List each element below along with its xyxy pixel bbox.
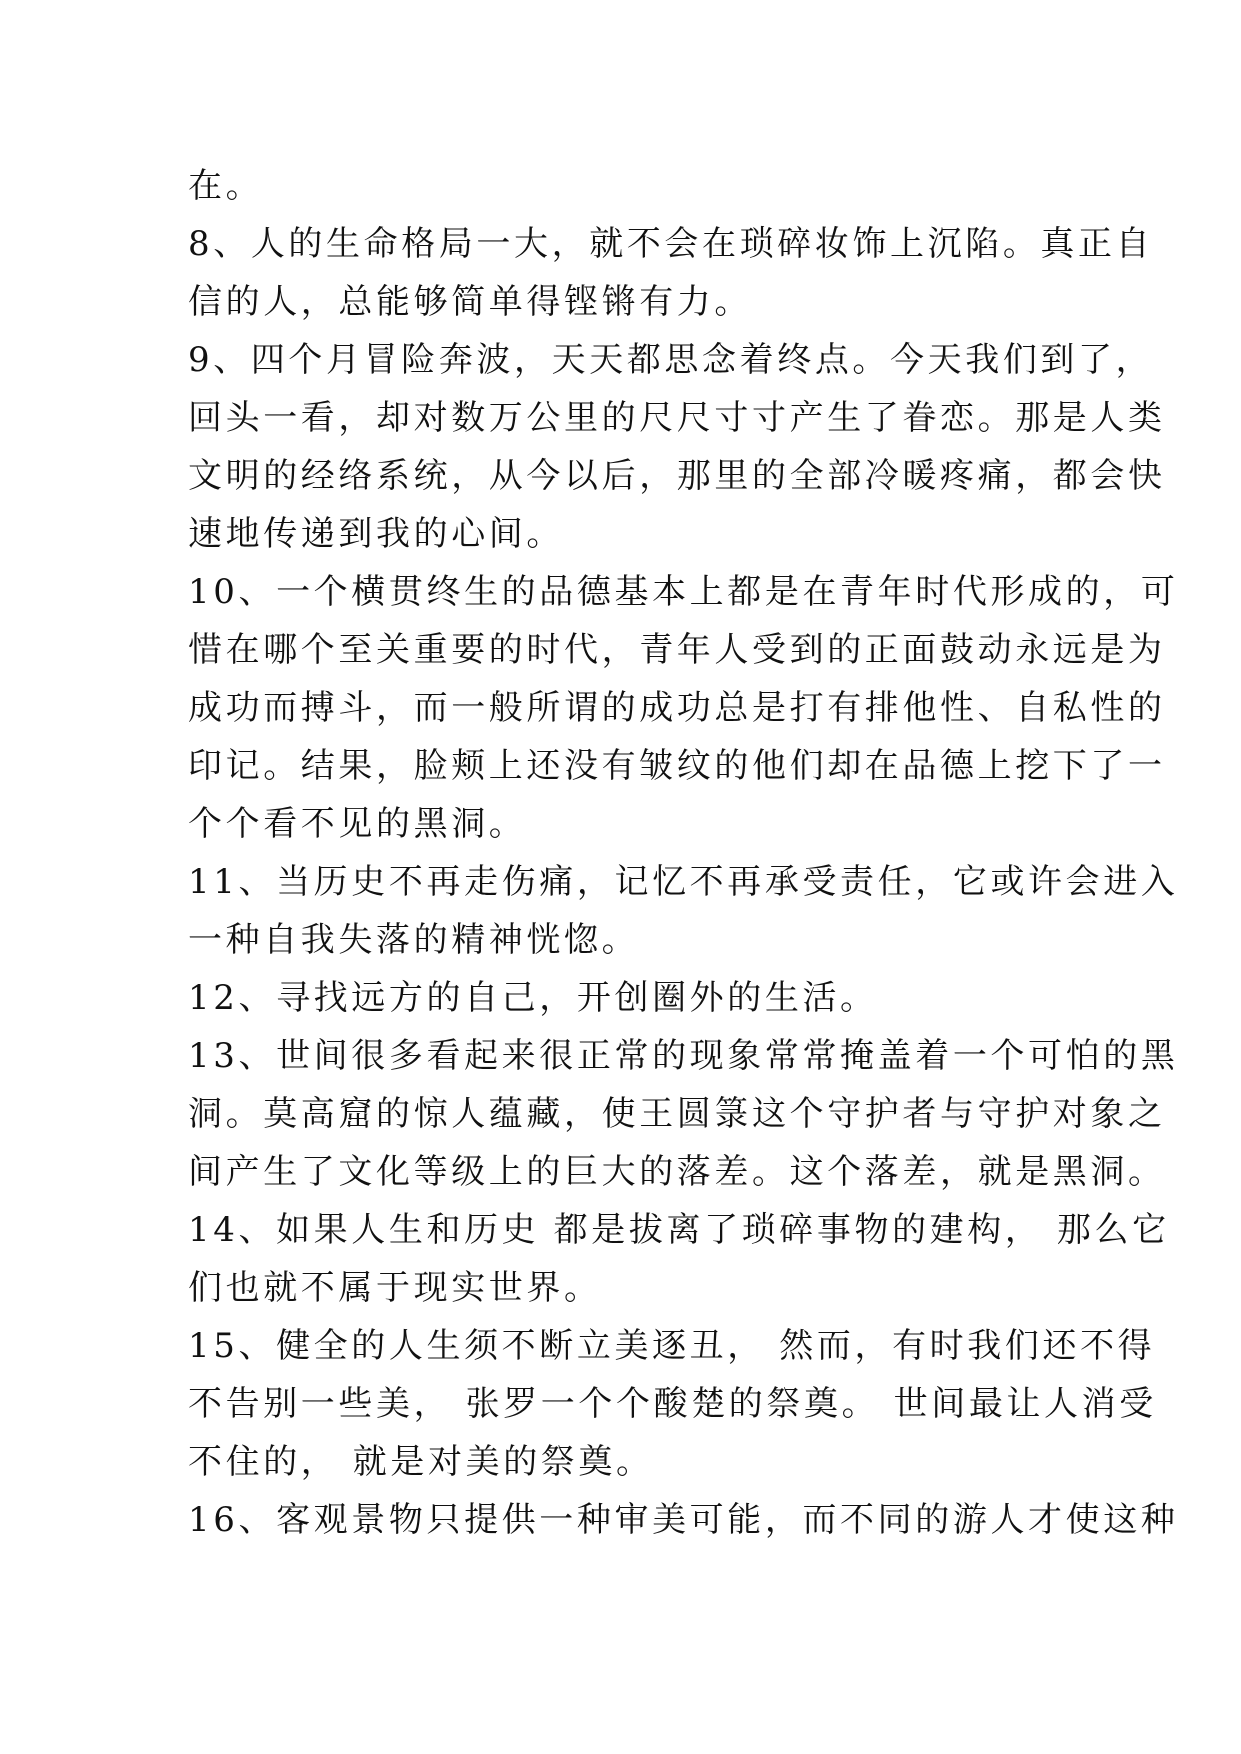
text-line: 速地传递到我的心间。 (188, 514, 564, 554)
text-line: 文明的经络系统，从今以后，那里的全部冷暖疼痛，都会快 (188, 456, 1166, 496)
text-line: 回头一看，却对数万公里的尺尺寸寸产生了眷恋。那是人类 (188, 398, 1166, 438)
text-line: 间产生了文化等级上的巨大的落差。这个落差，就是黑洞。 (188, 1152, 1166, 1192)
text-line: 9、四个月冒险奔波，天天都思念着终点。今天我们到了， (188, 340, 1154, 380)
text-line: 不住的， 就是对美的祭奠。 (188, 1442, 654, 1482)
text-line: 16、客观景物只提供一种审美可能，而不同的游人才使这种 (188, 1500, 1179, 1540)
text-line: 洞。莫高窟的惊人蕴藏，使王圆箓这个守护者与守护对象之 (188, 1094, 1166, 1134)
text-line: 15、健全的人生须不断立美逐丑， 然而，有时我们还不得 (188, 1326, 1156, 1366)
text-line: 8、人的生命格局一大，就不会在琐碎妆饰上沉陷。真正自 (188, 224, 1154, 264)
text-line: 10、一个横贯终生的品德基本上都是在青年时代形成的，可 (188, 572, 1179, 612)
text-line: 成功而搏斗，而一般所谓的成功总是打有排他性、自私性的 (188, 688, 1166, 728)
text-line: 11、当历史不再走伤痛，记忆不再承受责任，它或许会进入 (188, 862, 1179, 902)
text-line: 12、寻找远方的自己，开创圈外的生活。 (188, 978, 878, 1018)
text-line: 惜在哪个至关重要的时代，青年人受到的正面鼓动永远是为 (188, 630, 1166, 670)
text-line: 信的人，总能够简单得铿锵有力。 (188, 282, 752, 322)
text-line: 们也就不属于现实世界。 (188, 1268, 602, 1308)
text-line: 在。 (188, 166, 264, 206)
text-line: 14、如果人生和历史 都是拔离了琐碎事物的建构， 那么它 (188, 1210, 1170, 1250)
text-line: 印记。结果，脸颊上还没有皱纹的他们却在品德上挖下了一 (188, 746, 1166, 786)
text-line: 一种自我失落的精神恍惚。 (188, 920, 640, 960)
text-line: 13、世间很多看起来很正常的现象常常掩盖着一个可怕的黑 (188, 1036, 1179, 1076)
text-line: 个个看不见的黑洞。 (188, 804, 527, 844)
text-line: 不告别一些美， 张罗一个个酸楚的祭奠。 世间最让人消受 (188, 1384, 1157, 1424)
